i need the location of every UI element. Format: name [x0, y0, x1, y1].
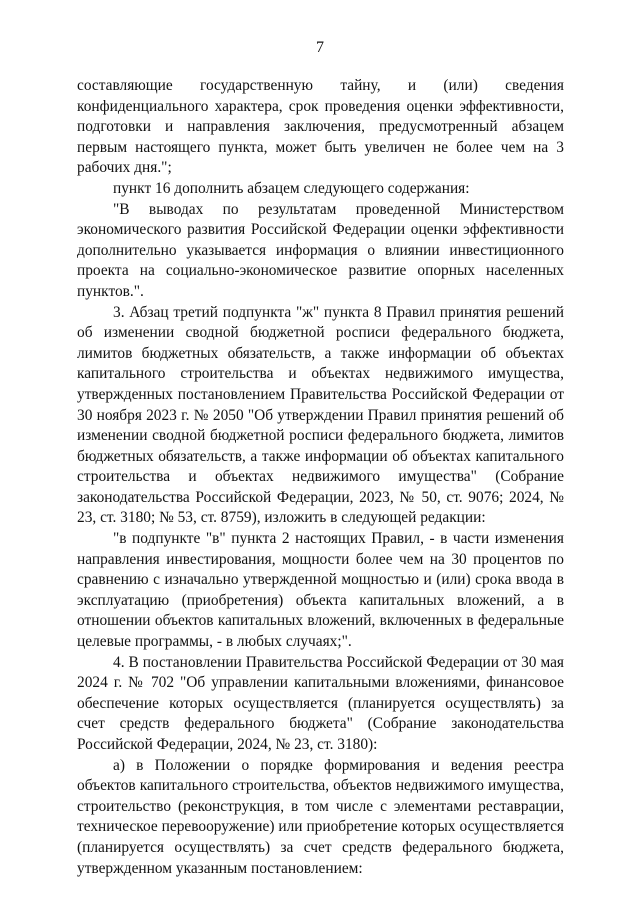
paragraph-point-16-amendment: пункт 16 дополнить абзацем следующего содержания: — [113, 179, 470, 197]
paragraph-quoted-conclusions: "В выводах по результатам проведенной Министерством экономического развития Российской Федерации оценки эффективности дополнительно указывается информация о влиянии инвестиционного проекта на социально-экономическое развитие опорных населенных пунктов.". — [77, 200, 564, 300]
paragraph-subitem-a: а) в Положении о порядке формирования и ведения реестра объектов капитального строительства, объектов недвижимого имущества, строительство (реконструкция, в том числе с элементами реставрации, техническое перевооружение) или приобретение которых осуществляется (планируется осуществлять) за счет средств федерального бюджета, утвержденном указанным постановлением: — [77, 756, 564, 877]
paragraph-item-3: 3. Абзац третий подпункта "ж" пункта 8 Правил принятия решений об изменении сводной бюджетной росписи федерального бюджета, лимитов бюджетных обязательств, а также информации об объектах капитального строительства и объектах недвижимого имущества, утвержденных постановлением Правительства Российской Федерации от 30 ноября 2023 г. № 2050 "Об утверждении Правил принятия решений об изменении сводной бюджетной росписи федерального бюджета, лимитов бюджетных обязательств, а также информации об объектах капитального строительства и объектах недвижимого имущества" (Собрание законодательства Российской Федерации, 2023, № 50, ст. 9076; 2024, № 23, ст. 3180; № 53, ст. 8759), изложить в следующей редакции: — [77, 303, 564, 527]
paragraph-continuation: составляющие государственную тайну, и (или) сведения конфиденциального характера, срок проведения оценки эффективности, подготовки и направления заключения, предусмотренный абзацем первым настоящего пункта, может быть увеличен не более чем на 3 рабочих дня."; — [77, 77, 564, 177]
paragraph-quoted-subpoint-v: "в подпункте "в" пункта 2 настоящих Правил, - в части изменения направления инвестирования, мощности более чем на 30 процентов по сравнению с изначально утвержденной мощностью и (или) срока ввода в эксплуатацию (приобретения) объекта капитальных вложений, а в отношении объектов капитальных вложений, включенных в федеральные целевые программы, - в любых случаях;". — [77, 530, 564, 651]
paragraph-item-4: 4. В постановлении Правительства Российской Федерации от 30 мая 2024 г. № 702 "Об управлении капитальными вложениями, финансовое обеспечение которых осуществляется (планируется осуществлять) за счет средств федерального бюджета" (Собрание законодательства Российской Федерации, 2024, № 23, ст. 3180): — [77, 653, 564, 753]
page-number: 7 — [316, 39, 324, 56]
document-body — [77, 76, 564, 879]
